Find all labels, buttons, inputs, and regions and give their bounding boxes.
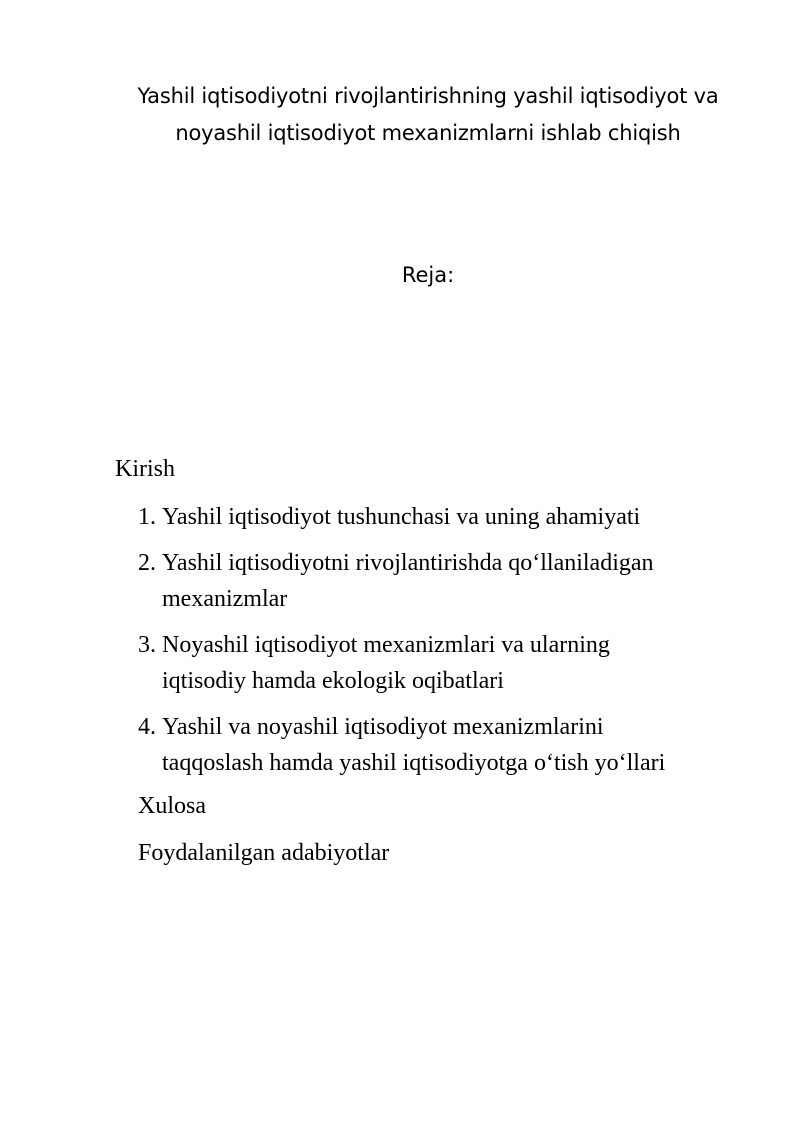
plan-item-4: [138, 709, 665, 781]
plan-item-text: [162, 499, 665, 535]
closing-sections: [138, 788, 389, 882]
plan-item-line: Yashil iqtisodiyot tushunchasi va uning ahamiyati: [162, 504, 641, 530]
plan-item-number: 1.: [138, 504, 156, 530]
plan-item-number: 3.: [138, 632, 156, 658]
plan-item-line: taqqoslash hamda yashil iqtisodiyotga o‘tish yo‘llari: [162, 750, 666, 776]
plan-item-1: [138, 499, 665, 535]
conclusion-label: Xulosa: [138, 793, 206, 819]
plan-heading: Reja:: [401, 263, 455, 287]
document-title-line-2: noyashil iqtisodiyot mexanizmlarni ishlab chiqish: [175, 121, 681, 145]
plan-item-text: [162, 709, 665, 781]
plan-item-number: 4.: [138, 714, 156, 740]
document-title-line-1: Yashil iqtisodiyotni rivojlantirishning yashil iqtisodiyot va: [137, 84, 719, 108]
plan-item-line: mexanizmlar: [162, 586, 288, 612]
intro-label: Kirish: [115, 456, 175, 482]
plan-item-text: [162, 627, 665, 699]
plan-item-number: 2.: [138, 550, 156, 576]
plan-item-line: Noyashil iqtisodiyot mexanizmlari va ularning: [162, 632, 610, 658]
plan-item-text: [162, 545, 665, 617]
plan-item-line: Yashil va noyashil iqtisodiyot mexanizmlarini: [162, 714, 604, 740]
plan-item-line: iqtisodiy hamda ekologik oqibatlari: [162, 668, 504, 694]
plan-item-line: Yashil iqtisodiyotni rivojlantirishda qo‘llaniladigan: [162, 550, 654, 576]
document-title: [100, 78, 756, 152]
plan-item-3: [138, 627, 665, 699]
plan-list: [138, 499, 665, 791]
plan-item-2: [138, 545, 665, 617]
references-label: Foydalanilgan adabiyotlar: [138, 840, 390, 866]
